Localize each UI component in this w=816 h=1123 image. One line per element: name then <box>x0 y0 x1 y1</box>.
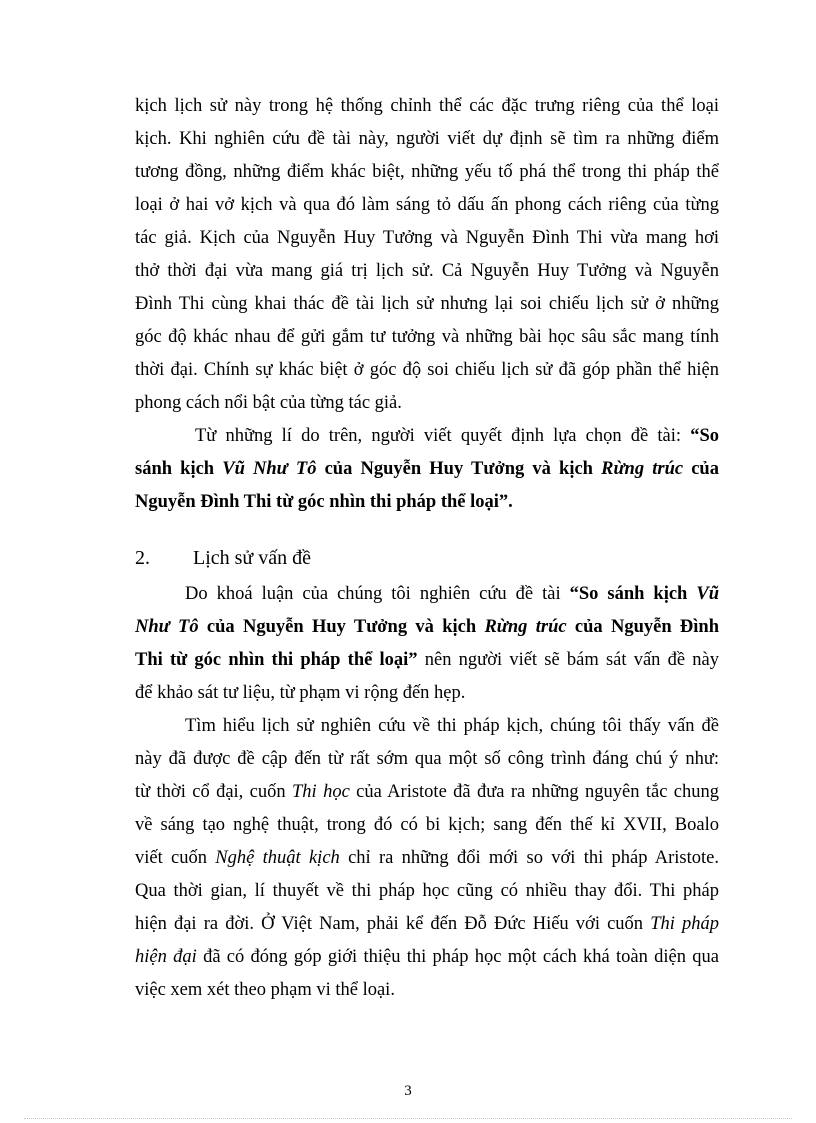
paragraph-line: thời đại. Chính sự khác biệt ở góc độ soi chiếu lịch sử đã góp phần thể hiện <box>135 360 719 380</box>
paragraph-line: tương đồng, những điểm khác biệt, những yếu tố phá thể trong thi pháp thể <box>135 162 719 182</box>
work-title-vu-nhu-to: Vũ <box>696 584 719 604</box>
paragraph-line: việc xem xét theo phạm vi thể loại. <box>135 980 395 1000</box>
paragraph-line <box>135 648 719 672</box>
paragraph-line <box>135 912 719 936</box>
topic-title-start: “So <box>690 426 719 446</box>
paragraph-line: góc độ khác nhau để gửi gắm tư tưởng và những bài học sâu sắc mang tính <box>135 327 719 347</box>
topic-title-text: sánh kịch <box>135 459 223 479</box>
paragraph-line <box>135 945 719 969</box>
paragraph-line: này đã được đề cập đến từ rất sớm qua một số công trình đáng chú ý như: <box>135 749 719 769</box>
text-run: của Aristote đã đưa ra những nguyên tắc chung <box>349 782 719 802</box>
section-number: 2. <box>135 547 150 569</box>
paragraph-line <box>185 582 719 606</box>
topic-title-text: của Nguyễn Huy Tưởng và kịch <box>316 459 602 479</box>
page-bottom-divider <box>24 1118 792 1119</box>
work-title-vu-nhu-to: Như Tô <box>135 617 199 637</box>
section-title: Lịch sử vấn đề <box>193 547 312 569</box>
topic-title-end: Nguyễn Đình Thi từ góc nhìn thi pháp thể loại”. <box>135 492 513 512</box>
paragraph-line: Qua thời gian, lí thuyết về thi pháp học cũng có nhiều thay đổi. Thi pháp <box>135 881 719 901</box>
section-heading <box>135 545 311 571</box>
text-run: từ thời cổ đại, cuốn <box>135 782 293 802</box>
book-title-hien-dai: hiện đại <box>135 947 197 967</box>
paragraph-line: để khảo sát tư liệu, từ phạm vi rộng đến hẹp. <box>135 683 466 703</box>
book-title-thi-phap: Thi pháp <box>650 914 719 934</box>
paragraph-line: Tìm hiểu lịch sử nghiên cứu về thi pháp kịch, chúng tôi thấy vấn đề <box>185 716 719 736</box>
topic-line-3 <box>135 490 719 514</box>
paragraph-line <box>135 846 719 870</box>
work-title-rung-truc: Rừng trúc <box>484 617 567 637</box>
book-title-thi-hoc: Thi học <box>292 782 350 802</box>
paragraph-line: kịch lịch sử này trong hệ thống chỉnh thể các đặc trưng riêng của thể loại <box>135 96 719 116</box>
topic-title-text: của <box>683 459 719 479</box>
work-title-rung-truc: Rừng trúc <box>601 459 684 479</box>
paragraph-line <box>135 780 719 804</box>
paragraph-line: Đình Thi cùng khai thác đề tài lịch sử nhưng lại soi chiếu lịch sử ở những <box>135 294 719 314</box>
paragraph-line: về sáng tạo nghệ thuật, trong đó có bi kịch; sang đến thế kỉ XVII, Boalo <box>135 815 719 835</box>
topic-title-text: “So sánh kịch <box>569 584 697 604</box>
text-run: viết cuốn <box>135 848 216 868</box>
page-number: 3 <box>404 1083 412 1099</box>
paragraph-line: thở thời đại vừa mang giá trị lịch sử. Cả Nguyễn Huy Tưởng và Nguyễn <box>135 261 719 281</box>
text-run: đã có đóng góp giới thiệu thi pháp học một cách khá toàn diện qua <box>196 947 719 967</box>
text-run: hiện đại ra đời. Ở Việt Nam, phải kể đến Đỗ Đức Hiếu với cuốn <box>135 914 651 934</box>
topic-line-1 <box>195 424 719 448</box>
work-title-vu-nhu-to: Vũ Như Tô <box>222 459 317 479</box>
text-run: chỉ ra những đổi mới so với thi pháp Aristote. <box>339 848 719 868</box>
topic-title-text: Thi từ góc nhìn thi pháp thể loại” <box>135 650 418 670</box>
paragraph-line: tác giả. Kịch của Nguyễn Huy Tưởng và Nguyễn Đình Thi vừa mang hơi <box>135 228 719 248</box>
paragraph-line: kịch. Khi nghiên cứu đề tài này, người viết dự định sẽ tìm ra những điểm <box>135 129 719 149</box>
book-title-nghe-thuat-kich: Nghệ thuật kịch <box>215 848 340 868</box>
topic-title-text: của Nguyễn Đình <box>566 617 719 637</box>
topic-title-text: của Nguyễn Huy Tưởng và kịch <box>198 617 485 637</box>
topic-line-2 <box>135 457 719 481</box>
paragraph-line: loại ở hai vở kịch và qua đó làm sáng tỏ dấu ấn phong cách riêng của từng <box>135 195 719 215</box>
paragraph-line: phong cách nổi bật của từng tác giả. <box>135 393 402 413</box>
text-run: nên người viết sẽ bám sát vấn đề này <box>417 650 719 670</box>
text-run: Do khoá luận của chúng tôi nghiên cứu đề tài <box>185 584 570 604</box>
paragraph-line <box>135 615 719 639</box>
topic-intro: Từ những lí do trên, người viết quyết định lựa chọn đề tài: <box>195 426 691 446</box>
